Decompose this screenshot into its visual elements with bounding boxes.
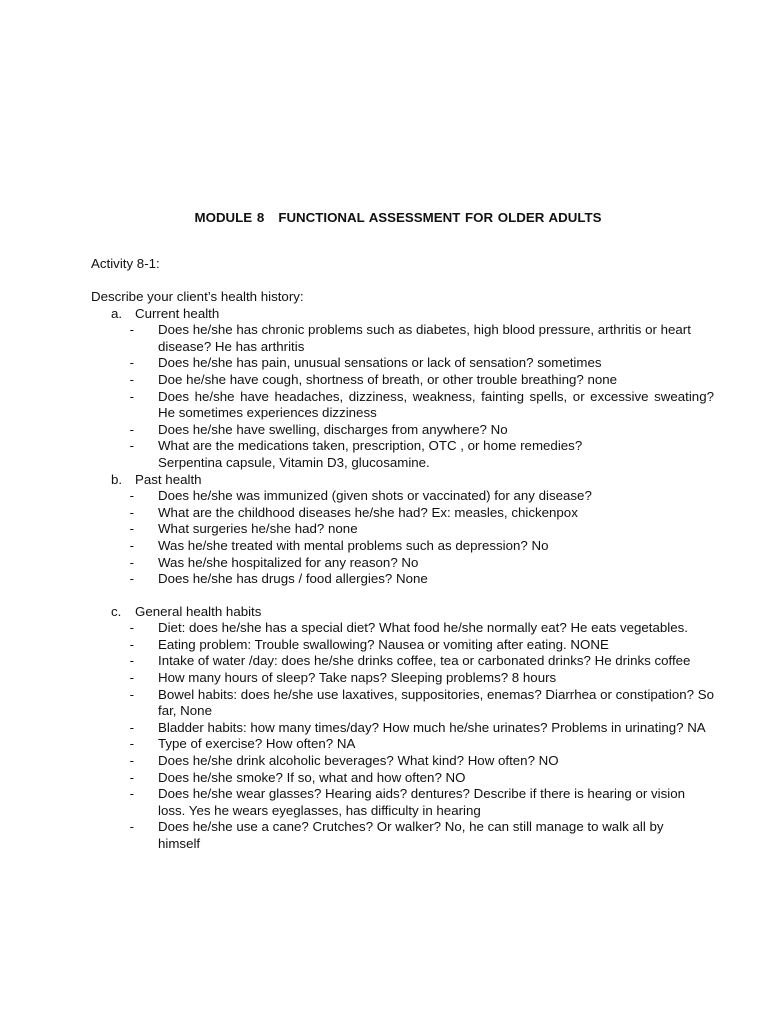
section-label: Current health xyxy=(135,305,220,321)
list-item: - Intake of water /day: does he/she drinks coffee, tea or carbonated drinks? He drinks coffee xyxy=(91,653,721,670)
dash-bullet: - xyxy=(129,322,134,338)
dash-bullet: - xyxy=(129,653,134,669)
list-item: - Bladder habits: how many times/day? How much he/she urinates? Problems in urinating? NA xyxy=(91,720,721,737)
list-item: - Does he/she drink alcoholic beverages? What kind? How often? NO xyxy=(91,753,721,770)
list-item: - Does he/she smoke? If so, what and how often? NO xyxy=(91,770,721,787)
dash-bullet: - xyxy=(129,488,134,504)
list-item: - Doe he/she have cough, shortness of breath, or other trouble breathing? none xyxy=(91,372,721,389)
section-letter: a. xyxy=(111,305,123,321)
section-letter: c. xyxy=(111,603,122,619)
list-item: - Does he/she have headaches, dizziness, weakness, fainting spells, or excessive sweating? He sometimes experiences dizziness xyxy=(91,389,721,422)
list-item: - Was he/she hospitalized for any reason? No xyxy=(91,555,721,572)
list-item: - Does he/she was immunized (given shots or vaccinated) for any disease? xyxy=(91,488,721,505)
dash-bullet: - xyxy=(129,388,134,404)
list-item: - What are the medications taken, prescription, OTC , or home remedies? Serpentina capsule, Vitamin D3, glucosamine. xyxy=(91,438,721,471)
list-item: - Bowel habits: does he/she use laxatives, suppositories, enemas? Diarrhea or constipation? So far, None xyxy=(91,687,721,720)
dash-bullet: - xyxy=(129,686,134,702)
dash-bullet: - xyxy=(129,537,134,553)
section-heading xyxy=(91,472,721,489)
intro-text: Describe your client’s health history: xyxy=(91,289,304,304)
document-body xyxy=(91,289,721,853)
dash-bullet: - xyxy=(129,636,134,652)
dash-bullet: - xyxy=(129,769,134,785)
list-item: - Does he/she has drugs / food allergies? None xyxy=(91,571,721,588)
spacer xyxy=(91,588,721,604)
section-heading xyxy=(91,604,721,621)
list-item: - Diet: does he/she has a special diet? What food he/she normally eat? He eats vegetables. xyxy=(91,620,721,637)
list-item: - Does he/she has pain, unusual sensations or lack of sensation? sometimes xyxy=(91,355,721,372)
list-item: - Type of exercise? How often? NA xyxy=(91,736,721,753)
dash-bullet: - xyxy=(129,620,134,636)
list-item: - Does he/she have swelling, discharges from anywhere? No xyxy=(91,422,721,439)
list-item: - Does he/she has chronic problems such as diabetes, high blood pressure, arthritis or heart disease? He has arthritis xyxy=(91,322,721,355)
dash-bullet: - xyxy=(129,355,134,371)
item-list xyxy=(91,488,721,588)
dash-bullet: - xyxy=(129,554,134,570)
dash-bullet: - xyxy=(129,421,134,437)
section-heading xyxy=(91,306,721,323)
dash-bullet: - xyxy=(129,736,134,752)
section-label: Past health xyxy=(135,471,202,487)
list-item: - Was he/she treated with mental problems such as depression? No xyxy=(91,538,721,555)
dash-bullet: - xyxy=(129,504,134,520)
activity-label: Activity 8-1: xyxy=(91,256,160,271)
list-item: - Does he/she wear glasses? Hearing aids? dentures? Describe if there is hearing or vision loss. Yes he wears eyeglasses, has difficulty in hearing xyxy=(91,786,721,819)
dash-bullet: - xyxy=(129,753,134,769)
section-past-health xyxy=(91,472,721,588)
section-current-health xyxy=(91,306,721,472)
dash-bullet: - xyxy=(129,719,134,735)
dash-bullet: - xyxy=(129,819,134,835)
dash-bullet: - xyxy=(129,786,134,802)
dash-bullet: - xyxy=(129,670,134,686)
dash-bullet: - xyxy=(129,371,134,387)
dash-bullet: - xyxy=(129,571,134,587)
item-list xyxy=(91,620,721,852)
section-general-health-habits xyxy=(91,604,721,853)
page-title: MODULE 8 FUNCTIONAL ASSESSMENT FOR OLDER ADULTS xyxy=(194,210,602,225)
section-letter: b. xyxy=(111,471,123,487)
item-list xyxy=(91,322,721,471)
list-item: - What surgeries he/she had? none xyxy=(91,521,721,538)
dash-bullet: - xyxy=(129,438,134,454)
section-label: General health habits xyxy=(135,603,262,619)
dash-bullet: - xyxy=(129,521,134,537)
list-item: - Eating problem: Trouble swallowing? Nausea or vomiting after eating. NONE xyxy=(91,637,721,654)
list-item: - How many hours of sleep? Take naps? Sleeping problems? 8 hours xyxy=(91,670,721,687)
list-item: - What are the childhood diseases he/she had? Ex: measles, chickenpox xyxy=(91,505,721,522)
list-item: - Does he/she use a cane? Crutches? Or walker? No, he can still manage to walk all by himself xyxy=(91,819,721,852)
